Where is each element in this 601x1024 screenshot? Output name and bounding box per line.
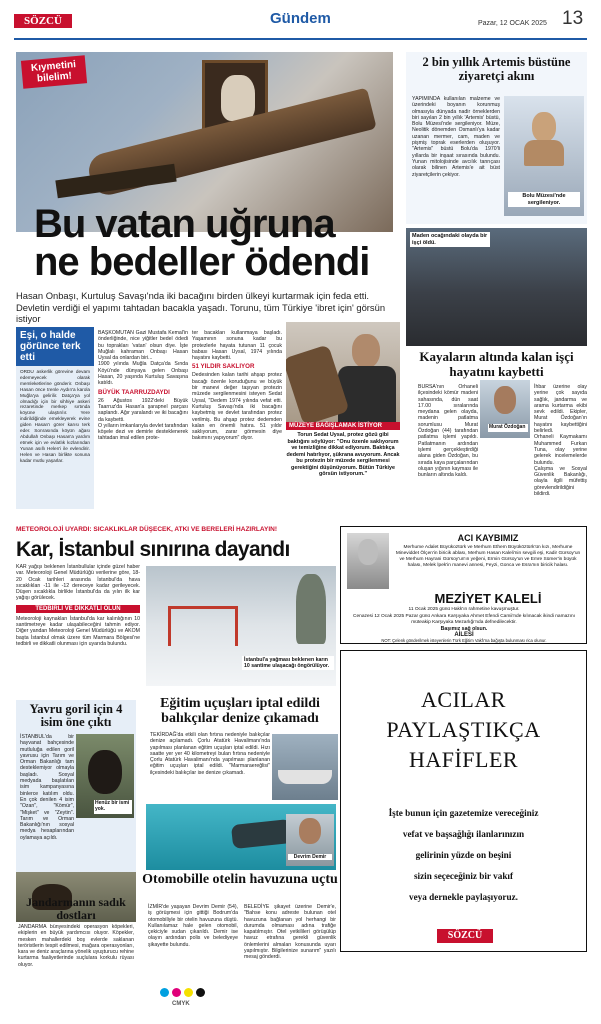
quote-label: MÜZEYE BAĞIŞLAMAK İSTİYOR [286, 422, 400, 430]
flights-photo [272, 734, 338, 800]
lead-badge: Kıymetini bilelim! [21, 55, 87, 88]
section-title: Gündem [270, 10, 331, 27]
masthead-rule [14, 38, 587, 40]
bust-head [532, 112, 556, 142]
lead-col1 [98, 330, 188, 442]
obituary-family: AİLESİ [454, 632, 474, 638]
weather-body: KAR yağışı beklenen İstanbullular içinde güzel haber var. Meteoroloji Genel Müdürlüğü verilerine göre, 18-20 Ocak tarihleri arasında İstanbul'da hava sıcaklıkları -11 ile -12 dereceye kadar gerileyecek. Düşen sıcaklıkla birlikte İstanbul'da da yılın ilk kar yağışı görülecek. [16, 564, 140, 602]
obituary-note: NOT: Çelenk gönderilmek isteyenlerin Türk Eğitim Vakfı'na bağışta bulunması rica olunur. [381, 638, 547, 643]
lead-headline-line2: ne bedeller ödendi [34, 240, 370, 284]
artemis-headline: 2 bin yıllık Artemis büstüne ziyaretçi akını [422, 55, 571, 83]
obituary-photo [347, 533, 389, 589]
artemis-photo [504, 96, 584, 216]
magenta-dot [172, 988, 181, 997]
lead-col2-body2: Dedesinden kalan tarihi ahşap protez bacağı özenle koruduğunu ve büyük bir manevi değer taşıyan protezin müzede sergilenmesini isteyen Sedat Uysal, "Dedem 1974 yılında vefat etti. Kurtuluş Savaşı'nda iki bacağını kaybetmiş ve devlet tarafından protez verilmiş. Bu ahşap protez dedemden kalan en önemli hatıra. 51 yıldır saklıyorum, zarar görmesin diye bakımını yapıyorum" diyor. [192, 372, 282, 442]
gorilla-caption: Henüz bir ismi yok. [94, 800, 132, 814]
weather-photo [146, 566, 336, 686]
hotel-body-left: İZMİR'de yaşayan Devrim Demir (54), iş görüşmesi için gittiği Bodrum'da otomobiliyle bir otelin havuzuna düştü. Kullanılamaz hale gelen otomobil, çekiciyle sudan çıkarıldı. Demir ise olayın ardından polis ve belediyeye şikayette bulundu. [148, 904, 238, 948]
hotel-portrait-face [299, 818, 321, 844]
boat-shape [278, 770, 332, 784]
ad-box [340, 650, 587, 952]
page-number: 13 [562, 8, 584, 29]
weather-caption: İstanbul'a yağması beklenen karın 10 santime ulaşacağı öngörülüyor. [242, 656, 334, 670]
weather-body2: Meteoroloji kaynakları İstanbul'da kar kalınlığının 10 santimetreye kadar ulaşabileceğini tahmin ediyor. Diğer yandan Meteoroloji Genel Müdürlüğü ve AKOM başta İstanbul olmak üzere tüm Marmara Bölgesi'ne tedbirli ve dikkatli olunması için uyarıda bulundu. [16, 615, 140, 647]
cyan-dot [160, 988, 169, 997]
mine-body-left: BURSA'nın Orhaneli ilçesindeki kömür madeni sahasında, dün saat 17.00 sıralarında meydana gelen olayda, madenin patlatma sorumlusu Murat Özdoğan (44) tarafından patlatma işlemi yapıldı. Patlatmanın ardından işlemi gerçekleştirdiği alana giden Özdoğan, bu sırada kaya parçalarından oluşan yığının kayması ile bunların altında kaldı. [418, 384, 478, 479]
mine-photo [406, 228, 587, 346]
obituary-header: ACI KAYBIMIZ [457, 533, 519, 543]
sidebar-body: ORDU askerlik görevine devam edemeyecek olarak memleketlerine gönderir. Onbaşı Hasan önce trenle Aydın'a karola Muğla'ya gelirilir. Datça'ya yol olmadığı için bir sihhiye askeri rezaretinde merkep sırtında köyüne ulaştırılır. Yere indirildiğinde emekleyerek evine giden Hasan'ı görer karısı terk eder. Sonrasında köyün ağası Abdullah Onbaşı Hasan'a yardım etmek için ve evlatlık kızlarından Yunan asıllı Helen'i ile evlendirir. Helen ve Hasan birlikte sonuna kadar mutlu yaşarlar. [20, 369, 90, 463]
obituary-condolence: Başımız sağ olsun. [440, 626, 488, 632]
cmyk-marks [160, 988, 250, 1016]
sidebar-title: Eşi, o halde görünce terk etti [16, 327, 94, 366]
mine-body-right: İhbar üzerine olay yerine çok sayıda sağlık, jandarma ve arama kurtarma ekibi sevk edildi. Ekipler, Murat Özdoğan'ın hayatını kaybettiğini belirledi. Orhaneli Kaymakamı Muhammed Furkan Tuna, olay yerine gelerek incelemelerde bulundu. Çalışma ve Sosyal Güvenlik Bakanlığı, olayla ilgili müfettiş görevlendirildiğini bildirdi. [534, 384, 587, 498]
bust-shoulders [524, 140, 564, 166]
lead-deck: Hasan Onbaşı, Kurtuluş Savaşı'nda iki bacağını birden ülkeyi kurtarmak için feda etti. Devletin verdiği el yapımı tahtadan bacakla yaşadı. Torunu, tüm Türkiye 'ibret için' görsün istiyor [16, 290, 386, 324]
obituary-box [340, 526, 587, 644]
lead-headline [34, 202, 394, 284]
hotel-portrait-caption: Devrim Demir [288, 854, 332, 860]
quote-text: Torun Sedat Uysal, protez gözü gibi baktığını söylüyor: "Onu özenle saklıyorum ve temizliğine dikkat ediyorum. Baktıkça dedemi hatırlıyor, şükrana avuyorum. Ancak bu protezin bir müzede sergilenmesi gerektiğini düşünüyorum. Bütün Türkiye görsün istiyorum." [286, 432, 400, 477]
ad-title-line3: HAFİFLER [408, 747, 519, 772]
obituary-photo-face [358, 539, 378, 565]
obituary-name: MEZİYET KALELİ [434, 591, 542, 606]
weather-kicker: METEOROLOJİ UYARDI: SICAKLIKLAR DÜŞECEK, ATKI VE BERELERİ HAZIRLAYIN! [16, 526, 277, 533]
mine-portrait-face [494, 386, 516, 414]
gorilla-box [16, 700, 136, 890]
grandson-head [352, 334, 380, 368]
hotel-body-right: BELEDİYE şikayet üzerine Demir'e, "Bahse konu adreste bulunan otel havuzuna bağlanan yol herhangi bir durumda olmaması adına trafiğe kapatılmıştır. Otel yetkilileri görüşülüp havuz etrafına gerekli güvenlik önlemlerini almaları konusunda uyarı yapılmıştır. Bilgilerinize sunarım" yazılı mesaj gönderdi. [244, 904, 336, 961]
gendarmerie-headline: Jandarmanın sadık dostları [26, 895, 126, 922]
obituary-text: Merhume Adalet Büyükoztürk ve Merhum Ethem Büyüköztürk'ün kızı, Merhume Mineviddet Ölçen'in biricik ablası, Merhum Hasan Kaleli'nin sevgili eşi, Kadir Gürsoy'un ve Merhum Hayrani Gürsoy'un'ın yeğeni, Ermin Gürsoy'un ve Emre Sümer'in büyük halası, Melek İpek'in manevi annesi, Feyzi, Gonca ve Esra'nın biricik halası. [395, 545, 581, 568]
submerged-car [231, 819, 293, 849]
ad-title [341, 685, 586, 775]
lead-col2-body: ter bacakları kullanmaya başladı. Yaşamının sonuna kadar bu protezlerle hayata tutunan 11 çocuk babası Hasan Uysal, 1974 yılında hayatını kaybetti. [192, 330, 282, 362]
gorilla-body: İSTANBUL'da bir hayvanat bahçesinde mutluluğa edilen goril yavrusu için Tarım ve Orman Bakanlığı tam desteklemiyor olmayla başladı. Sosyal medyada başlatılan isim kampanyasına binlerce katılım oldu. En çok denilen 4 isim "Ozan", "Kömür", "Mişket" ve "Zeytin". Tarım ve Orman Bakanlığı'nın sosyal medya hesaplarından oylamaya açıldı. [20, 734, 74, 841]
gorilla-photo [76, 734, 134, 818]
flights-headline: Eğitim uçuşları iptal edildi balıkçılar denize çıkamadı [160, 696, 320, 726]
obituary-funeral: Cenazesi 12 Ocak 2025 Pazar günü Ankara Karşıyaka Ahmet Efendi Camii'nde kılınacak ikindi namazını müteakip Karşıyaka Mezarlığı'nda defnedilecektir. [353, 614, 575, 625]
mine-headline: Kayaların altında kalan işçi hayatını kaybetti [419, 349, 574, 379]
ad-text-line: veya dernekle paylaşıyoruz. [409, 892, 518, 902]
mine-caption: Maden ocağındaki olayda bir işçi öldü. [410, 232, 490, 247]
mine-portrait-caption: Murat Özdoğan [488, 424, 528, 432]
gorilla-headline: Yavru goril için 4 isim öne çıktı [29, 702, 123, 729]
playground-frame [168, 606, 238, 646]
grandson-photo [286, 322, 400, 422]
yellow-dot [184, 988, 193, 997]
mine-portrait [480, 380, 530, 438]
gorilla-shape [88, 750, 122, 794]
ad-text-line: İşte bunun için gazetemize vereceğiniz [388, 808, 539, 818]
masthead [0, 0, 601, 42]
portrait-face [221, 75, 255, 121]
ad-text-line: vefat ve başsağlığı ilanlarınızın [402, 829, 525, 839]
ad-text-line: gelirinin yüzde on beşini [415, 850, 512, 860]
ad-text-line: sizin seçeceğiniz bir vakıf [413, 871, 514, 881]
black-dot [196, 988, 205, 997]
weather-headline: Kar, İstanbul sınırına dayandı [16, 538, 290, 561]
lead-col1-body2: 26 Ağustos 1922'deki Büyük Taarruz'da Hasan'a şarapnel parçası saplandı. Ağır yaralandı ve iki bacağını da kaybetti. O yılların imkanlarıyla devlet tarafından köşele dezi ve demirle desteklenerek tahtadan imal edilen prote- [98, 397, 188, 442]
ad-title-line2: PAYLAŞTIKÇA [386, 717, 541, 742]
weather-subhead: TEDBİRLİ VE DİKKATLİ OLUN [16, 605, 140, 613]
lead-headline-line1: Bu vatan uğruna [34, 202, 335, 246]
flights-body: TEKİRDAĞ'da etkili olan fırtına nedeniyle balıkçılar denize açılamadı. Çorlu Atatürk Havalimanı'nda yapılması planlanan eğitim uçuşları iptal edildi. Hızı saatte yer yer 40 kilometreyi bulan fırtına nedeniyle Çorlu Atatürk Havalimanı'nda yapılması planlanan eğitim uçuşları iptal edildi. "Marmaraereğlisi" ilçesindeki balıkçılar ise denize çıkamadı. [150, 732, 270, 776]
artemis-body: YAPIMINDA kullanılan malzeme ve üzerindeki boyanın korunmuş olmasıyla dünyada nadir örneklerden biri sayılan 2 bin yıllık 'Artemis' büstü, Bolu Müzesi'nde sergileniyor. Müze, Neolitik dönemden Osmanlı'ya kadar uzanan mermer, cam, maden ve pişmiş toprak eserlerden oluşuyor. "Artemis" büstü Bolu'da 1970'li yıllarda bir inşaat sırasında bulundu. Yunan mitolojisinde avcılık tanrıçası olarak bilinen Artemis'e ait büst ziyaretçilerin çekiyor. [412, 96, 500, 178]
hotel-headline: Otomobille otelin havuzuna uçtu [142, 872, 338, 887]
lead-col2 [192, 330, 282, 442]
grandson-body [338, 366, 396, 422]
ad-title-line1: ACILAR [421, 687, 506, 712]
obituary-date: 11 Ocak 2025 günü Hakk'ın rahmetine kavuşmuştur. [408, 607, 520, 612]
lead-col2-subhead: 51 YILDIR SAKLIYOR [192, 363, 255, 371]
snow-tree [296, 574, 326, 644]
artemis-box [406, 52, 587, 224]
issue-date: Pazar, 12 OCAK 2025 [478, 20, 547, 27]
weather-text-col [16, 564, 140, 647]
ad-text [341, 803, 586, 908]
hotel-portrait [286, 814, 334, 866]
lead-sidebar [16, 327, 94, 509]
cmyk-label: CMYK [172, 1001, 190, 1007]
artemis-caption: Bolu Müzesi'nde sergileniyor. [508, 192, 580, 207]
held-prosthetic [286, 344, 350, 422]
ad-logo: SÖZCÜ [437, 929, 493, 943]
sozcu-logo: SÖZCÜ [14, 14, 72, 28]
hotel-photo [146, 804, 336, 870]
gendarmerie-body: JANDARMA bünyesindeki operasyon köpekleri, ekiplerin en büyük yardımcısı oluyor. Köpekler, mesken mahallerdeki boş evlerde saklanan teröristlerin tespit edilmesi, mağara operasyonları, kara ve deniz araçlarına yönelik uyuşturucu rehine kurtarma faaliyetlerinde suçlulara korkulu rüyası oluyor. [18, 924, 134, 968]
lead-col1-subhead: BÜYÜK TAARRUZDAYDI [98, 388, 170, 396]
lead-col1-body: BAŞKOMUTAN Gazi Mustafa Kemal'in önderliğinde, nice yiğitler bedel ödedi bu toprakları 'vatan' olsun diye. İşte Muğlalı kahraman Onbaşı Hasan Uysal da onlardan biri... 1900 yılında Muğla Datça'da Sında Köyü'nde dünyaya gelen Onbaşı Hasan, 20 yaşında Kurtuluş Savaşına katıldı. [98, 330, 188, 387]
